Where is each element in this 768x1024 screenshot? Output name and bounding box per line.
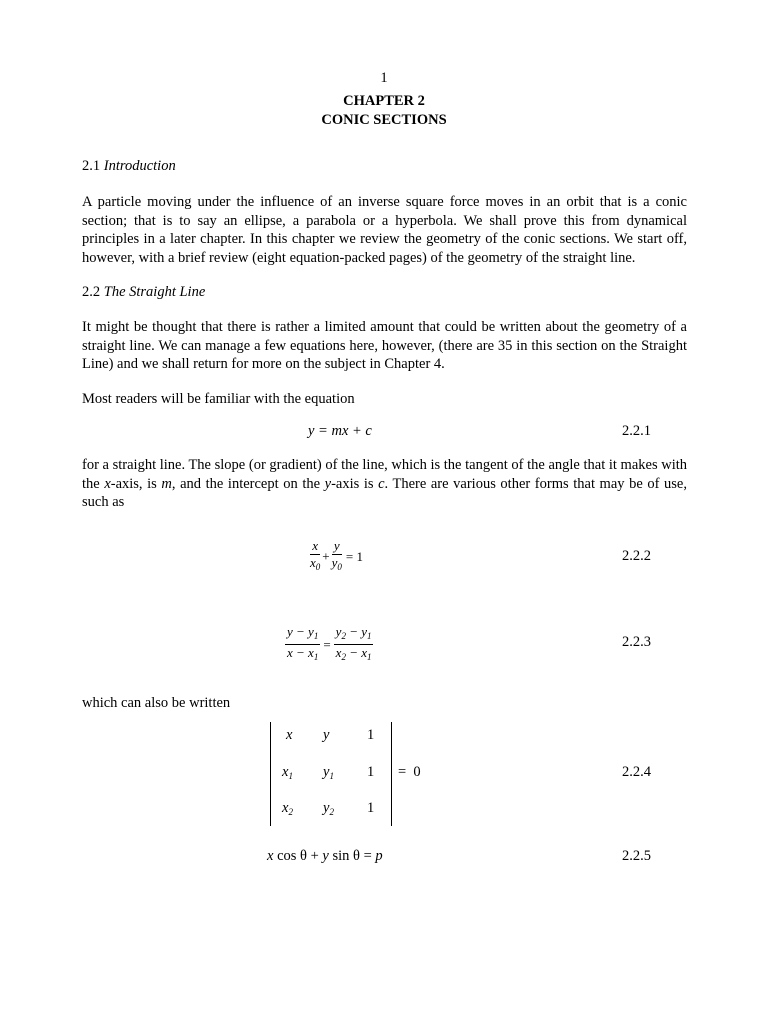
equation-2-2-1: y = mx + c (308, 423, 372, 439)
paragraph-also-written: which can also be written (82, 695, 231, 711)
equation-number: 2.2.1 (622, 423, 651, 439)
paragraph-straight-line: It might be thought that there is rather a limited amount that could be written about the geometry of a straight line. We can manage a few equations here, however, (there are 35 in this section on the Straight Line) and we shall return for more on the subject in Chapter 4. (82, 319, 687, 372)
matrix-cell (282, 800, 293, 817)
operator: = 1 (345, 548, 363, 564)
expression: x − x (287, 645, 314, 660)
variable: x (310, 555, 316, 570)
variable: c (378, 475, 385, 492)
fraction (285, 624, 320, 665)
text-run: . There are various other forms that may be of use, such as (82, 475, 687, 510)
fraction (308, 538, 322, 575)
matrix-cell: 1 (367, 727, 375, 743)
expression: sin θ = (328, 848, 376, 864)
variable: p (375, 848, 383, 864)
equation-2-2-2 (308, 538, 363, 575)
variable: y (323, 800, 330, 816)
variable: y (331, 555, 338, 570)
paragraph-intro: A particle moving under the influence of an inverse square force moves in an orbit that is a conic section; that is to say an ellipse, a parabola or a hyperbola. We shall prove this from dynamical principles in a later chapter. In this chapter we review the geometry of the conic sections. We start off, however, with a brief review (eight equation-packed pages) of the geometry of the straight line. (82, 194, 687, 266)
subscript: 2 (329, 807, 334, 817)
numerator: y (333, 538, 340, 553)
fraction (330, 538, 344, 575)
paragraph-slope (82, 456, 687, 512)
equation-number: 2.2.3 (622, 634, 651, 650)
variable: y (323, 764, 330, 780)
subscript: 2 (341, 652, 346, 662)
fraction (334, 624, 374, 665)
matrix-cell (323, 764, 334, 781)
subscript: 1 (366, 631, 372, 641)
section-heading-introduction (82, 158, 176, 175)
page-number: 1 (380, 70, 388, 86)
variable: x (282, 764, 289, 780)
subscript: 1 (288, 771, 293, 781)
text-run: for a straight line. The slope (or gradient) of the line, which is the tangent of the angle that it makes with the (82, 457, 687, 492)
text-run: -axis is (331, 475, 379, 492)
expression: y − y (287, 624, 314, 639)
operator: = (323, 636, 331, 652)
variable: x (282, 800, 289, 816)
section-number: 2.1 (82, 158, 101, 174)
expression: − x (345, 645, 367, 660)
subscript: 1 (366, 652, 372, 662)
denominator (330, 555, 344, 575)
section-title: The Straight Line (103, 284, 206, 300)
variable: x (335, 645, 342, 660)
subscript: 1 (313, 631, 319, 641)
variable: y (335, 624, 342, 639)
chapter-label: CHAPTER 2 (343, 93, 425, 109)
denominator (285, 645, 320, 665)
equation-number: 2.2.2 (622, 548, 651, 564)
variable: x (267, 848, 274, 864)
equation-number: 2.2.5 (622, 848, 651, 864)
expression: cos θ + (273, 848, 323, 864)
matrix-cell (323, 800, 334, 817)
subscript: 1 (329, 771, 334, 781)
paragraph-familiar: Most readers will be familiar with the equation (82, 391, 355, 407)
matrix-cell: y (323, 727, 330, 743)
section-number: 2.2 (82, 284, 101, 300)
matrix-cell: x (286, 727, 293, 743)
chapter-title: CONIC SECTIONS (321, 112, 447, 128)
equation-2-2-5 (267, 848, 383, 865)
equation-2-2-3 (285, 624, 373, 665)
equation-number: 2.2.4 (622, 764, 651, 780)
variable: x (104, 475, 111, 492)
subscript: 2 (341, 631, 346, 641)
numerator (285, 624, 320, 645)
text-run: -axis, is (110, 475, 162, 492)
text-run: , and the intercept on the (171, 475, 325, 492)
matrix-cell: 1 (367, 800, 375, 816)
denominator (308, 555, 322, 575)
operator: + (322, 548, 330, 564)
section-heading-straight-line (82, 284, 205, 301)
determinant (270, 722, 392, 826)
subscript: 0 (315, 562, 321, 572)
determinant-rhs: = 0 (398, 764, 421, 780)
denominator (334, 645, 374, 665)
matrix-cell (282, 764, 293, 781)
variable: y (324, 475, 332, 492)
subscript: 2 (288, 807, 293, 817)
expression: − y (345, 624, 367, 639)
subscript: 1 (313, 652, 319, 662)
matrix-cell: 1 (367, 764, 375, 780)
numerator: x (312, 538, 319, 553)
variable: y (322, 848, 329, 864)
subscript: 0 (337, 562, 342, 572)
section-title: Introduction (103, 158, 176, 174)
numerator (334, 624, 374, 645)
variable: m (161, 475, 172, 492)
